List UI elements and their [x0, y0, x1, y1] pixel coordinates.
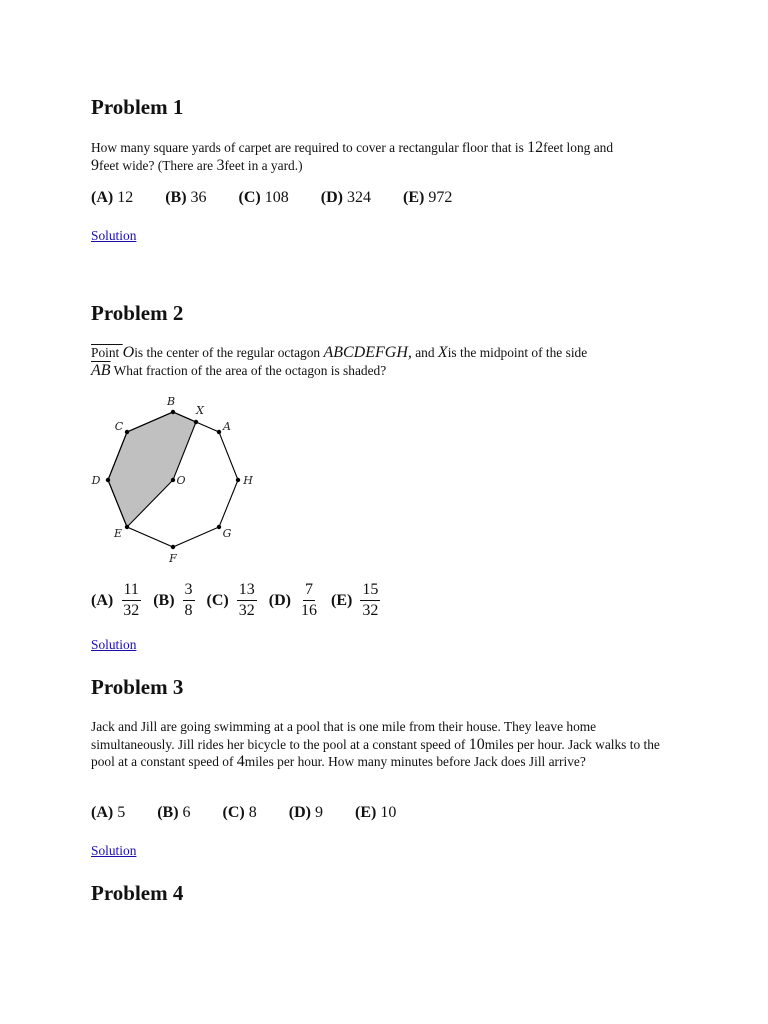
problem-1-choices	[91, 189, 480, 207]
problem-1-text: How many square yards of carpet are required to cover a rectangular floor that is 12feet long and 9feet wide? (There are 3feet in a yard.)	[91, 139, 614, 174]
problem-4-title: Problem 4	[91, 881, 184, 905]
problem-2-title: Problem 2	[91, 301, 184, 325]
math-number: 12	[527, 139, 544, 156]
choice-a: (A) 5	[91, 804, 126, 821]
math-symbol: $\overline{AB}$	[91, 361, 111, 379]
choice-d: (D) 9	[288, 804, 323, 821]
vertex-e	[125, 525, 129, 529]
vertex-label-d: D	[91, 474, 101, 487]
vertex-label-x: X	[196, 404, 204, 417]
problem-3-text: Jack and Jill are going swimming at a pool that is one mile from their house. They leave home simultaneously. Jill rides her bicycle to the pool at a constant speed of 10miles per hour. Jack walks to the pool at a constant speed of 4miles per hour. How many minutes before Jack does Jill arrive?	[91, 719, 660, 770]
choice-e: (E) $\frac{15}{32}$	[330, 581, 379, 619]
vertex-label-a: A	[223, 420, 231, 433]
choice-e: (E) 972	[402, 189, 453, 206]
vertex-a	[217, 430, 221, 434]
problem-3-solution-link[interactable]: Solution	[91, 843, 137, 858]
vertex-label-o: O	[176, 474, 186, 487]
choice-d: (D) 324	[320, 189, 371, 206]
choice-d: (D) $\frac{7}{16}$	[268, 581, 317, 619]
vertex-label-b: B	[166, 395, 176, 408]
vertex-label-c: C	[114, 420, 124, 433]
octagon-diagram	[91, 395, 271, 567]
problem-3-title: Problem 3	[91, 675, 184, 699]
problem-2-choices	[91, 580, 392, 621]
vertex-h	[236, 478, 240, 482]
choice-b: (B) 36	[165, 189, 207, 206]
math-symbol: ABCDEFGH,	[323, 344, 412, 361]
vertex-label-g: G	[222, 527, 232, 540]
math-number: 9	[91, 156, 99, 174]
vertex-g	[217, 525, 221, 529]
vertex-label-f: F	[169, 552, 177, 565]
math-number: 4	[236, 753, 245, 770]
choice-c: (C) 8	[222, 804, 257, 821]
math-number: 10	[468, 735, 485, 753]
choice-b: (B) 6	[157, 804, 191, 821]
choice-c: (C) 108	[238, 189, 289, 206]
problem-1-title: Problem 1	[91, 95, 184, 119]
problem-2-solution-link[interactable]: Solution	[91, 637, 137, 652]
vertex-label-e: E	[113, 527, 123, 540]
problem-2-text: Point Ois the center of the regular octagon ABCDEFGH, and Xis the midpoint of the side $\overline{AB}$ What fraction of the area of the octagon is shaded?	[91, 344, 588, 379]
problem-1-solution-link[interactable]: Solution	[91, 228, 137, 243]
vertex-b	[171, 410, 175, 414]
vertex-c	[125, 430, 129, 434]
choice-c: (C) $\frac{13}{32}$	[206, 581, 255, 619]
choice-b: (B) $\frac{3}{8}$	[153, 581, 193, 619]
vertex-o	[171, 478, 175, 482]
vertex-d	[106, 478, 110, 482]
choice-a: (A) 12	[91, 189, 134, 206]
vertex-f	[171, 545, 175, 549]
math-number: 3	[216, 156, 225, 174]
problem-3-choices	[91, 804, 424, 822]
vertex-label-h: H	[243, 474, 253, 487]
math-symbol: O	[122, 344, 135, 361]
math-symbol: X	[437, 344, 448, 361]
choice-e: (E) 10	[354, 804, 397, 821]
vertex-x	[194, 420, 198, 424]
choice-a: (A) $\frac{11}{32}$	[91, 581, 140, 619]
